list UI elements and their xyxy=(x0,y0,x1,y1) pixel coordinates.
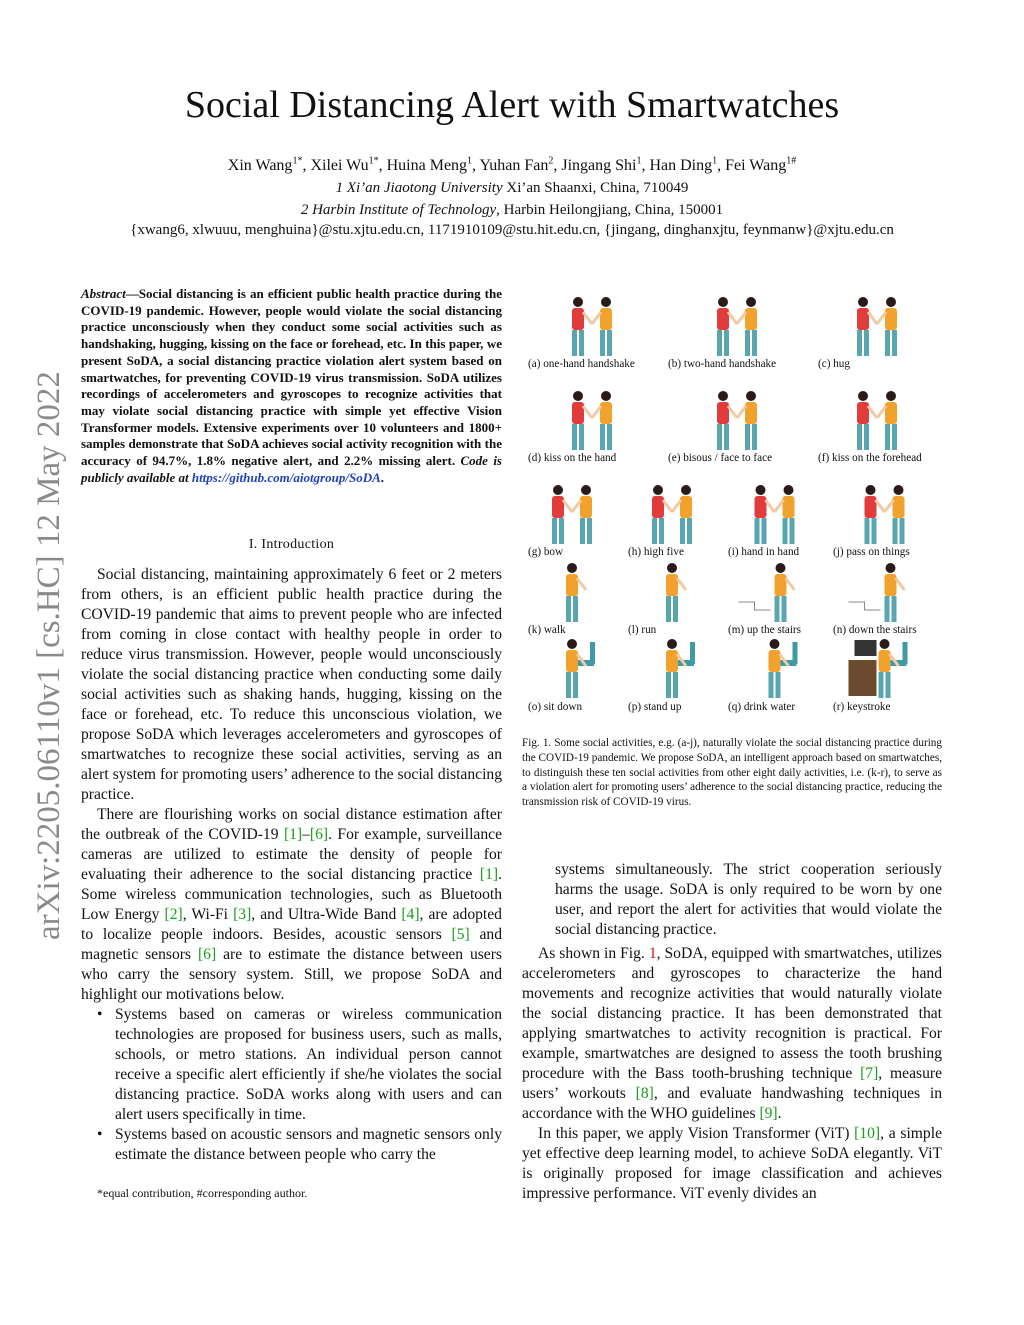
figure-panel-caption: (a) one-hand handshake xyxy=(528,358,635,370)
figure-panel-caption: (p) stand up xyxy=(628,701,682,713)
citation-link[interactable]: [7] xyxy=(860,1065,879,1082)
figure-panel-caption: (n) down the stairs xyxy=(833,624,917,636)
right-column-text xyxy=(522,944,942,1204)
figure-panel-illustration xyxy=(722,562,827,624)
figure-panel-illustration xyxy=(827,562,942,624)
figure-1 xyxy=(522,280,942,720)
figure-panel-caption: (c) hug xyxy=(818,358,850,370)
figure-panel-illustration xyxy=(722,638,827,700)
citation-link[interactable]: [5] xyxy=(451,926,470,943)
figure-panel-caption: (g) bow xyxy=(528,546,564,558)
author-emails: {xwang6, xlwuuu, menghuina}@stu.xjtu.edu.cn, 1171910109@stu.hit.edu.cn, {jingang, dinghanxjtu, feynmanw}@xjtu.edu.cn xyxy=(130,222,894,238)
figure-panel-caption: (i) hand in hand xyxy=(728,546,800,558)
figure-panel-caption: (b) two-hand handshake xyxy=(668,358,777,370)
citation-link[interactable]: [4] xyxy=(401,906,420,923)
list-item: • Systems based on cameras or wireless communication technologies are proposed for business users, such as malls, schools, or metro stations. An individual person cannot receive a specific alert efficiently if she/he violates the social distancing practice. SoDA works along with users and can alert users specifically in time. xyxy=(81,1005,502,1125)
figure-panel-caption: (f) kiss on the forehead xyxy=(818,452,922,464)
author: Xin Wang xyxy=(227,157,293,174)
citation-link[interactable]: [6] xyxy=(197,946,217,963)
affiliation-1: 1 Xi’an Jiaotong University Xi’an Shaanxi, China, 710049 xyxy=(335,180,689,196)
figure-panel-illustration xyxy=(522,280,662,360)
figure-panel-caption: (m) up the stairs xyxy=(728,624,802,636)
arxiv-id: arXiv:2205.06110v1 [cs.HC] 12 May 2022 xyxy=(31,371,67,940)
paragraph: In this paper, we apply Vision Transformer (ViT) [10], a simple yet effective deep learning model, to achieve SoDA elegantly. ViT is originally proposed for image classification and achieves impressive performance. ViT evenly divides an xyxy=(522,1125,942,1202)
figure-panel-illustration xyxy=(522,562,622,624)
figure-panel-illustration xyxy=(827,468,942,548)
figure-panel-illustration xyxy=(812,280,942,360)
figure-panel-illustration xyxy=(812,374,942,454)
figure-panel-caption: (e) bisous / face to face xyxy=(668,452,773,464)
figure-panel-caption: (o) sit down xyxy=(528,701,583,713)
figure-panel-illustration xyxy=(522,468,622,548)
abstract: Abstract—Social distancing is an efficient public health practice during the COVID-19 pandemic. However, people would violate the social distancing practice unconsciously when they conduct some social activities such as handshaking, hugging, kissing on the face or forehead, etc. In this paper, we present SoDA, a social distancing practice violation alert system based on smartwatches, for preventing COVID-19 virus transmission. SoDA utilizes recordings of accelerometers and gyroscopes to recognize activities that may violate social distancing practice with simple yet effective Vision Transformer models. Extensive experiments over 10 volunteers and 1800+ samples demonstrate that SoDA achieves social activity recognition with the accuracy of 94.7%, 1.8% negative alert, and 2.2% missing alert. Code is publicly available at https://github.com/aiotgroup/SoDA. xyxy=(81,286,502,485)
figure-panel-illustration xyxy=(622,468,722,548)
figure-caption: Fig. 1. Some social activities, e.g. (a-j), naturally violate the social distancing practice during the COVID-19 pandemic. We propose SoDA, an intelligent approach based on smartwatches, to distinguish these ten social activities from other eight daily activities, i.e. (k-r), to serve as a violation alert for promoting users’ adherence to the social distancing practice, reducing the transmission risk of COVID-19 virus. xyxy=(522,737,942,809)
figure-panel-caption: (d) kiss on the hand xyxy=(528,452,617,464)
paper-title: Social Distancing Alert with Smartwatches xyxy=(184,84,840,126)
author: Yuhan Fan xyxy=(479,157,549,174)
citation-link[interactable]: [8] xyxy=(635,1085,654,1102)
figure-panel-illustration xyxy=(662,374,812,454)
list-item: • Systems based on acoustic sensors and magnetic sensors only estimate the distance between people who carry the xyxy=(81,1125,502,1165)
code-link[interactable]: https://github.com/aiotgroup/SoDA xyxy=(191,469,381,485)
figure-panel-illustration xyxy=(522,638,622,700)
paragraph: As shown in Fig. 1, SoDA, equipped with smartwatches, utilizes accelerometers and gyroscopes to characterize the hand movements and recognize activities that would naturally violate the social distancing practice. It has been demonstrated that applying smartwatches to activity recognition is practical. For example, smartwatches are designed to assess the tooth brushing procedure with the Bass tooth-brushing technique [7], measure users’ workouts [8], and evaluate handwashing techniques in accordance with the WHO guidelines [9]. xyxy=(522,945,942,1122)
figure-panel-illustration xyxy=(622,562,722,624)
figure-panel-illustration xyxy=(827,638,942,700)
arxiv-stamp xyxy=(27,340,67,940)
paragraph: Social distancing, maintaining approximately 6 feet or 2 meters from others, is an efficient public health practice during the COVID-19 pandemic that aims to prevent people who are infected from coming in close contact with healthy people in order to reduce virus transmission. However, people would unconsciously violate the social distancing practice when conducting some daily social activities such as shaking hands, hugging, kissing on the face or forehead, etc. To reduce this unconscious violation, we propose SoDA which leverages accelerometers and gyroscopes of smartwatches to recognize these social activities, serving as an alert system for promoting users’ adherence to the social distancing practice. xyxy=(81,566,502,803)
list-item-continued: systems simultaneously. The strict cooperation seriously harms the usage. SoDA is only required to be worn by one user, and report the alert for activities that would violate the social distancing practice. xyxy=(555,861,942,938)
figure-panel-caption: (k) walk xyxy=(528,624,566,636)
intro-text xyxy=(81,565,502,1165)
author: Fei Wang xyxy=(725,157,787,174)
figure-panel-caption: (h) high five xyxy=(628,546,684,558)
figure-panel-illustration xyxy=(622,638,722,700)
author: Huina Meng xyxy=(386,157,468,174)
figure-panel-illustration xyxy=(522,374,662,454)
author: Jingang Shi xyxy=(561,157,637,174)
citation-link[interactable]: [3] xyxy=(233,906,252,923)
figure-panel-illustration xyxy=(722,468,827,548)
citation-link[interactable]: [2] xyxy=(164,906,183,923)
figure-panel-caption: (j) pass on things xyxy=(833,546,910,558)
citation-link[interactable]: [6] xyxy=(309,826,329,843)
figure-panel-caption: (q) drink water xyxy=(728,701,796,713)
footnote: *equal contribution, #corresponding author. xyxy=(97,1186,308,1200)
figure-panel-caption: (l) run xyxy=(628,624,657,636)
author: Xilei Wu xyxy=(310,157,369,174)
author: Han Ding xyxy=(649,157,713,174)
affiliation-2: 2 Harbin Institute of Technology, Harbin Heilongjiang, China, 150001 xyxy=(300,202,724,218)
figure-link[interactable]: 1 xyxy=(648,945,657,962)
figure-panel-caption: (r) keystroke xyxy=(833,701,891,713)
section-heading: I. Introduction xyxy=(248,537,335,552)
figure-panel-illustration xyxy=(662,280,812,360)
citation-link[interactable]: [9] xyxy=(759,1105,778,1122)
motivation-list xyxy=(81,1005,502,1165)
citation-link[interactable]: [1] xyxy=(283,826,303,843)
citation-link[interactable]: [1] xyxy=(479,866,499,883)
paragraph: There are flourishing works on social distance estimation after the outbreak of the COVID-19 [1]–[6]. For example, surveillance cameras are utilized to estimate the density of people for evaluating their adherence to the social distancing practice [1]. Some wireless communication technologies, such as Bluetooth Low Energy [2], Wi-Fi [3], and Ultra-Wide Band [4], are adopted to localize people indoors. Besides, acoustic sensors [5] and magnetic sensors [6] are to estimate the distance between users who carry the sensory system. Still, we propose SoDA and highlight our motivations below. xyxy=(81,806,502,1003)
abstract-body: Social distancing is an efficient public health practice during the COVID-19 pandemic. However, people would violate the social distancing practice unconsciously when they conduct some social activities such as handshaking, hugging, kissing on the face or forehead, etc. In this paper, we present SoDA, a social distancing practice violation alert system based on smartwatches, for preventing COVID-19 virus transmission. SoDA utilizes recordings of accelerometers and gyroscopes to recognize activities that may violate social distancing practice with simple yet effective Vision Transformer models. Extensive experiments over 10 volunteers and 1800+ samples demonstrate that SoDA achieves social activity recognition with the accuracy of 94.7%, 1.8% negative alert, and 2.2% missing alert. xyxy=(81,286,502,469)
author-list: Xin Wang$^{1*}$, Xilei $Wu^{1*}$, Huina Meng$^1$, Yuhan Fan$^2$, Jingang Shi$^1$, Han Ding$^1$, Fei Wang$^{1\#}$ xyxy=(227,155,797,174)
citation-link[interactable]: [10] xyxy=(854,1125,881,1142)
